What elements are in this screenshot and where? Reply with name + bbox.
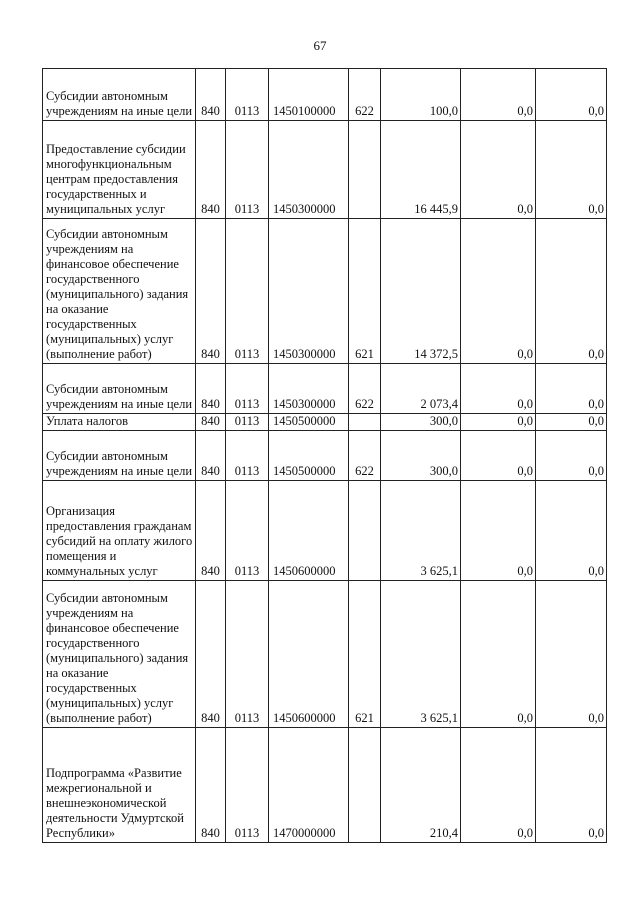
target-article-code: 1470000000 (269, 728, 349, 843)
amount-1: 14 372,5 (381, 219, 461, 364)
amount-3: 0,0 (536, 364, 607, 414)
table-row (43, 414, 607, 431)
amount-1: 16 445,9 (381, 121, 461, 219)
row-name: Предоставление субсидии многофункциональным центрам предоставления государственных и муниципальных услуг (43, 121, 196, 219)
expense-type-code (349, 481, 381, 581)
row-name: Подпрограмма «Развитие межрегиональной и внешнеэкономической деятельности Удмуртской Республики» (43, 728, 196, 843)
amount-3: 0,0 (536, 481, 607, 581)
section-code: 0113 (226, 481, 269, 581)
target-article-code: 1450300000 (269, 364, 349, 414)
table-row (43, 431, 607, 481)
target-article-code: 1450600000 (269, 481, 349, 581)
amount-3: 0,0 (536, 414, 607, 431)
expense-type-code (349, 121, 381, 219)
expense-type-code: 622 (349, 431, 381, 481)
amount-3: 0,0 (536, 121, 607, 219)
amount-2: 0,0 (461, 364, 536, 414)
amount-1: 2 073,4 (381, 364, 461, 414)
target-article-code: 1450300000 (269, 121, 349, 219)
expense-type-code: 621 (349, 581, 381, 728)
ved-code: 840 (196, 581, 226, 728)
expense-type-code: 621 (349, 219, 381, 364)
ved-code: 840 (196, 69, 226, 121)
amount-1: 100,0 (381, 69, 461, 121)
target-article-code: 1450300000 (269, 219, 349, 364)
section-code: 0113 (226, 431, 269, 481)
amount-1: 300,0 (381, 431, 461, 481)
section-code: 0113 (226, 69, 269, 121)
ved-code: 840 (196, 728, 226, 843)
section-code: 0113 (226, 219, 269, 364)
expense-type-code (349, 414, 381, 431)
table-row (43, 728, 607, 843)
amount-2: 0,0 (461, 121, 536, 219)
row-name: Субсидии автономным учреждениям на иные цели (43, 69, 196, 121)
amount-2: 0,0 (461, 431, 536, 481)
row-name: Организация предоставления гражданам субсидий на оплату жилого помещения и коммунальных услуг (43, 481, 196, 581)
section-code: 0113 (226, 728, 269, 843)
amount-1: 210,4 (381, 728, 461, 843)
amount-2: 0,0 (461, 481, 536, 581)
ved-code: 840 (196, 414, 226, 431)
table-row (43, 69, 607, 121)
table-row (43, 364, 607, 414)
section-code: 0113 (226, 121, 269, 219)
amount-3: 0,0 (536, 728, 607, 843)
row-name: Субсидии автономным учреждениям на иные цели (43, 431, 196, 481)
amount-2: 0,0 (461, 414, 536, 431)
target-article-code: 1450600000 (269, 581, 349, 728)
amount-1: 3 625,1 (381, 581, 461, 728)
amount-3: 0,0 (536, 581, 607, 728)
amount-1: 3 625,1 (381, 481, 461, 581)
section-code: 0113 (226, 414, 269, 431)
table-row (43, 219, 607, 364)
amount-3: 0,0 (536, 69, 607, 121)
amount-2: 0,0 (461, 728, 536, 843)
budget-table (42, 68, 607, 843)
ved-code: 840 (196, 121, 226, 219)
row-name: Субсидии автономным учреждениям на финансовое обеспечение государственного (муниципального) задания на оказание государственных (муниципальных) услуг (выполнение работ) (43, 581, 196, 728)
row-name: Субсидии автономным учреждениям на иные цели (43, 364, 196, 414)
expense-type-code: 622 (349, 69, 381, 121)
table-row (43, 581, 607, 728)
table-row (43, 481, 607, 581)
ved-code: 840 (196, 364, 226, 414)
ved-code: 840 (196, 481, 226, 581)
section-code: 0113 (226, 364, 269, 414)
target-article-code: 1450500000 (269, 431, 349, 481)
ved-code: 840 (196, 431, 226, 481)
amount-3: 0,0 (536, 431, 607, 481)
table-row (43, 121, 607, 219)
amount-1: 300,0 (381, 414, 461, 431)
expense-type-code: 622 (349, 364, 381, 414)
amount-3: 0,0 (536, 219, 607, 364)
row-name: Субсидии автономным учреждениям на финансовое обеспечение государственного (муниципального) задания на оказание государственных (муниципальных) услуг (выполнение работ) (43, 219, 196, 364)
page-number: 67 (313, 38, 327, 53)
amount-2: 0,0 (461, 69, 536, 121)
row-name: Уплата налогов (43, 414, 196, 431)
amount-2: 0,0 (461, 219, 536, 364)
section-code: 0113 (226, 581, 269, 728)
amount-2: 0,0 (461, 581, 536, 728)
expense-type-code (349, 728, 381, 843)
ved-code: 840 (196, 219, 226, 364)
target-article-code: 1450100000 (269, 69, 349, 121)
target-article-code: 1450500000 (269, 414, 349, 431)
